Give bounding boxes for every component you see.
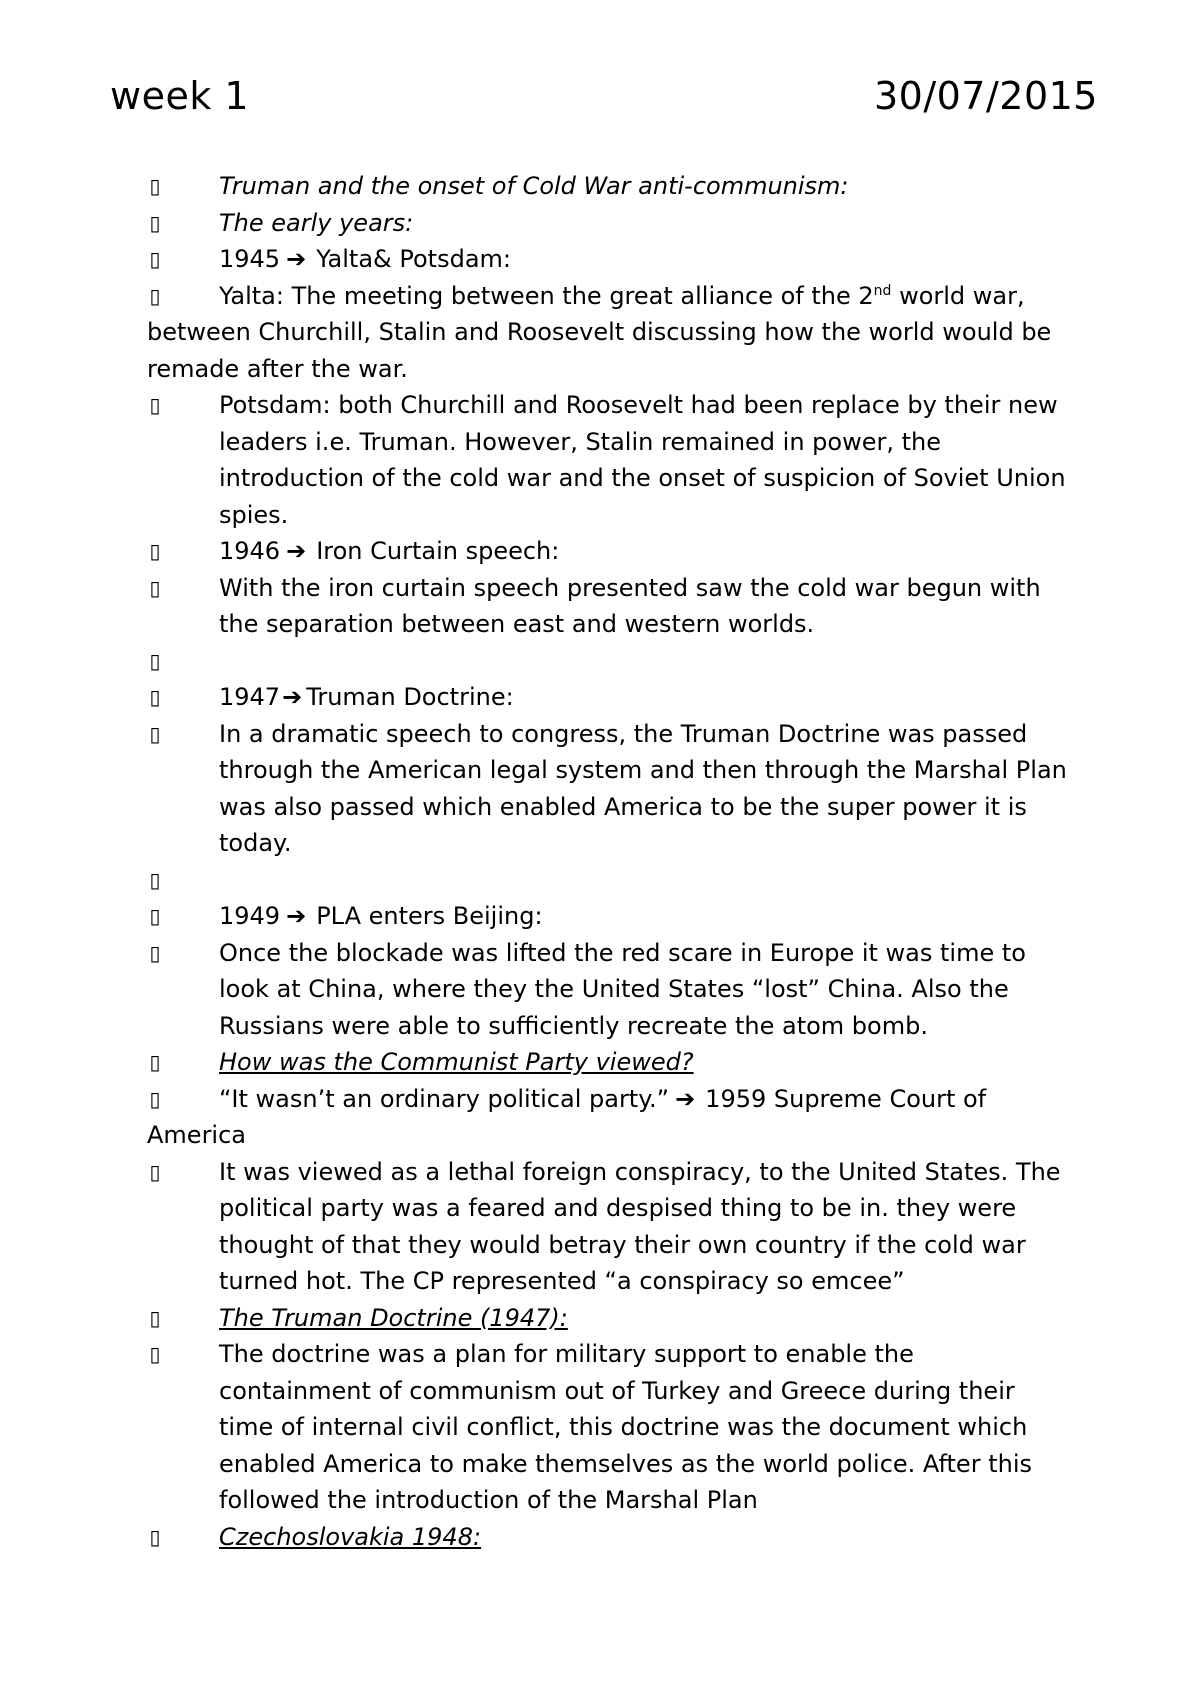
- bullet-item: [147, 278, 1067, 388]
- date-heading: 30/07/2015: [873, 74, 1098, 118]
- bullet-icon: ▯: [149, 685, 161, 709]
- bullet-item: [147, 1044, 1067, 1081]
- bullet-item: [147, 1154, 1067, 1300]
- item-text: In a dramatic speech to congress, the Truman Doctrine was passed through the American legal system and then through the Marshal Plan was also passed which enabled America to be the super power it is today.: [219, 719, 1067, 857]
- item-year: [147, 679, 514, 716]
- event-text: Iron Curtain speech:: [316, 537, 560, 565]
- week-heading: week 1: [110, 74, 250, 118]
- empty-bullet-item: [147, 643, 1067, 680]
- arrow-right-icon: ➔: [675, 1084, 696, 1113]
- bullet-icon: ▯: [149, 393, 161, 417]
- bullet-icon: ▯: [149, 1524, 161, 1549]
- item-text: Once the blockade was lifted the red scare in Europe it was time to look at China, where they the United States “lost” China. Also the Russians were able to sufficiently recreate the atom bomb.: [219, 938, 1026, 1040]
- bullet-icon: ▯: [149, 283, 161, 308]
- bullet-item: [147, 168, 1067, 205]
- section-heading: Czechoslovakia 1948:: [219, 1522, 482, 1551]
- section-heading: The Truman Doctrine (1947):: [219, 1303, 568, 1332]
- bullet-item: [147, 1081, 1067, 1154]
- bullet-item: [147, 533, 1067, 570]
- arrow-right-icon: ➔: [286, 902, 307, 930]
- bullet-item: [147, 1519, 1067, 1556]
- notes-body: [147, 168, 1067, 1555]
- event-text: PLA enters Beijing:: [316, 902, 543, 930]
- bullet-icon: ▯: [149, 648, 161, 673]
- item-text-cont: world war, between Churchill, Stalin and Roosevelt discussing how the world would be remade after the war.: [147, 281, 1052, 383]
- bullet-icon: ▯: [149, 575, 161, 600]
- item-year: [147, 898, 543, 935]
- empty-bullet-item: [147, 862, 1067, 899]
- item-text: Truman and the onset of Cold War anti-communism:: [219, 172, 849, 200]
- item-text: With the iron curtain speech presented saw the cold war begun with the separation between east and western worlds.: [219, 573, 1041, 638]
- bullet-icon: ▯: [149, 247, 161, 271]
- item-year: [147, 533, 559, 570]
- bullet-icon: ▯: [149, 1050, 161, 1074]
- bullet-icon: ▯: [149, 940, 161, 965]
- item-text: The doctrine was a plan for military support to enable the containment of communism out of Turkey and Greece during their time of internal civil conflict, this doctrine was the document which enabled America to make themselves as the world police. After this followed the introduction of the Marshal Plan: [219, 1340, 1032, 1514]
- bullet-item: [147, 1336, 1067, 1519]
- bullet-icon: ▯: [149, 721, 161, 746]
- year-text: 1945: [219, 245, 281, 273]
- arrow-right-icon: ➔: [282, 683, 303, 711]
- bullet-icon: ▯: [149, 1305, 161, 1330]
- year-text: 1946: [219, 537, 281, 565]
- year-text: 1949: [219, 902, 281, 930]
- year-text: 1947: [219, 683, 281, 711]
- item-text: Yalta: The meeting between the great alliance of the 2: [219, 281, 874, 310]
- bullet-item: [147, 241, 1067, 278]
- item-text: It was viewed as a lethal foreign conspiracy, to the United States. The political party was a feared and despised thing to be in. they were thought of that they would betray their own country if the cold war turned hot. The CP represented “a conspiracy so emcee”: [219, 1157, 1061, 1295]
- event-text: Yalta& Potsdam:: [316, 245, 511, 273]
- quote-text: “It wasn’t an ordinary political party.”: [219, 1084, 670, 1113]
- bullet-icon: ▯: [149, 1342, 161, 1366]
- item-text: The early years:: [219, 208, 414, 237]
- bullet-icon: ▯: [149, 867, 161, 892]
- bullet-item: [147, 898, 1067, 935]
- bullet-item: [147, 205, 1067, 242]
- event-text: Truman Doctrine:: [306, 683, 514, 711]
- bullet-item: [147, 570, 1067, 643]
- arrow-right-icon: ➔: [286, 537, 307, 565]
- citation-text: 1959 Supreme Court of America: [147, 1084, 987, 1149]
- bullet-icon: ▯: [149, 1086, 161, 1111]
- bullet-icon: ▯: [149, 904, 161, 928]
- bullet-item: [147, 679, 1067, 716]
- item-year: [147, 241, 511, 278]
- bullet-item: [147, 935, 1067, 1045]
- bullet-icon: ▯: [149, 539, 161, 563]
- bullet-icon: ▯: [149, 1159, 161, 1184]
- bullet-item: [147, 716, 1067, 862]
- bullet-icon: ▯: [149, 174, 161, 198]
- bullet-item: [147, 387, 1067, 533]
- ordinal-suffix: nd: [873, 282, 892, 299]
- bullet-item: [147, 1300, 1067, 1337]
- bullet-icon: ▯: [149, 210, 161, 235]
- item-text: Potsdam: both Churchill and Roosevelt had been replace by their new leaders i.e. Truman. However, Stalin remained in power, the introduction of the cold war and the onset of suspicion of Soviet Union spies.: [219, 391, 1066, 529]
- arrow-right-icon: ➔: [286, 245, 307, 273]
- section-heading: How was the Communist Party viewed?: [219, 1048, 694, 1076]
